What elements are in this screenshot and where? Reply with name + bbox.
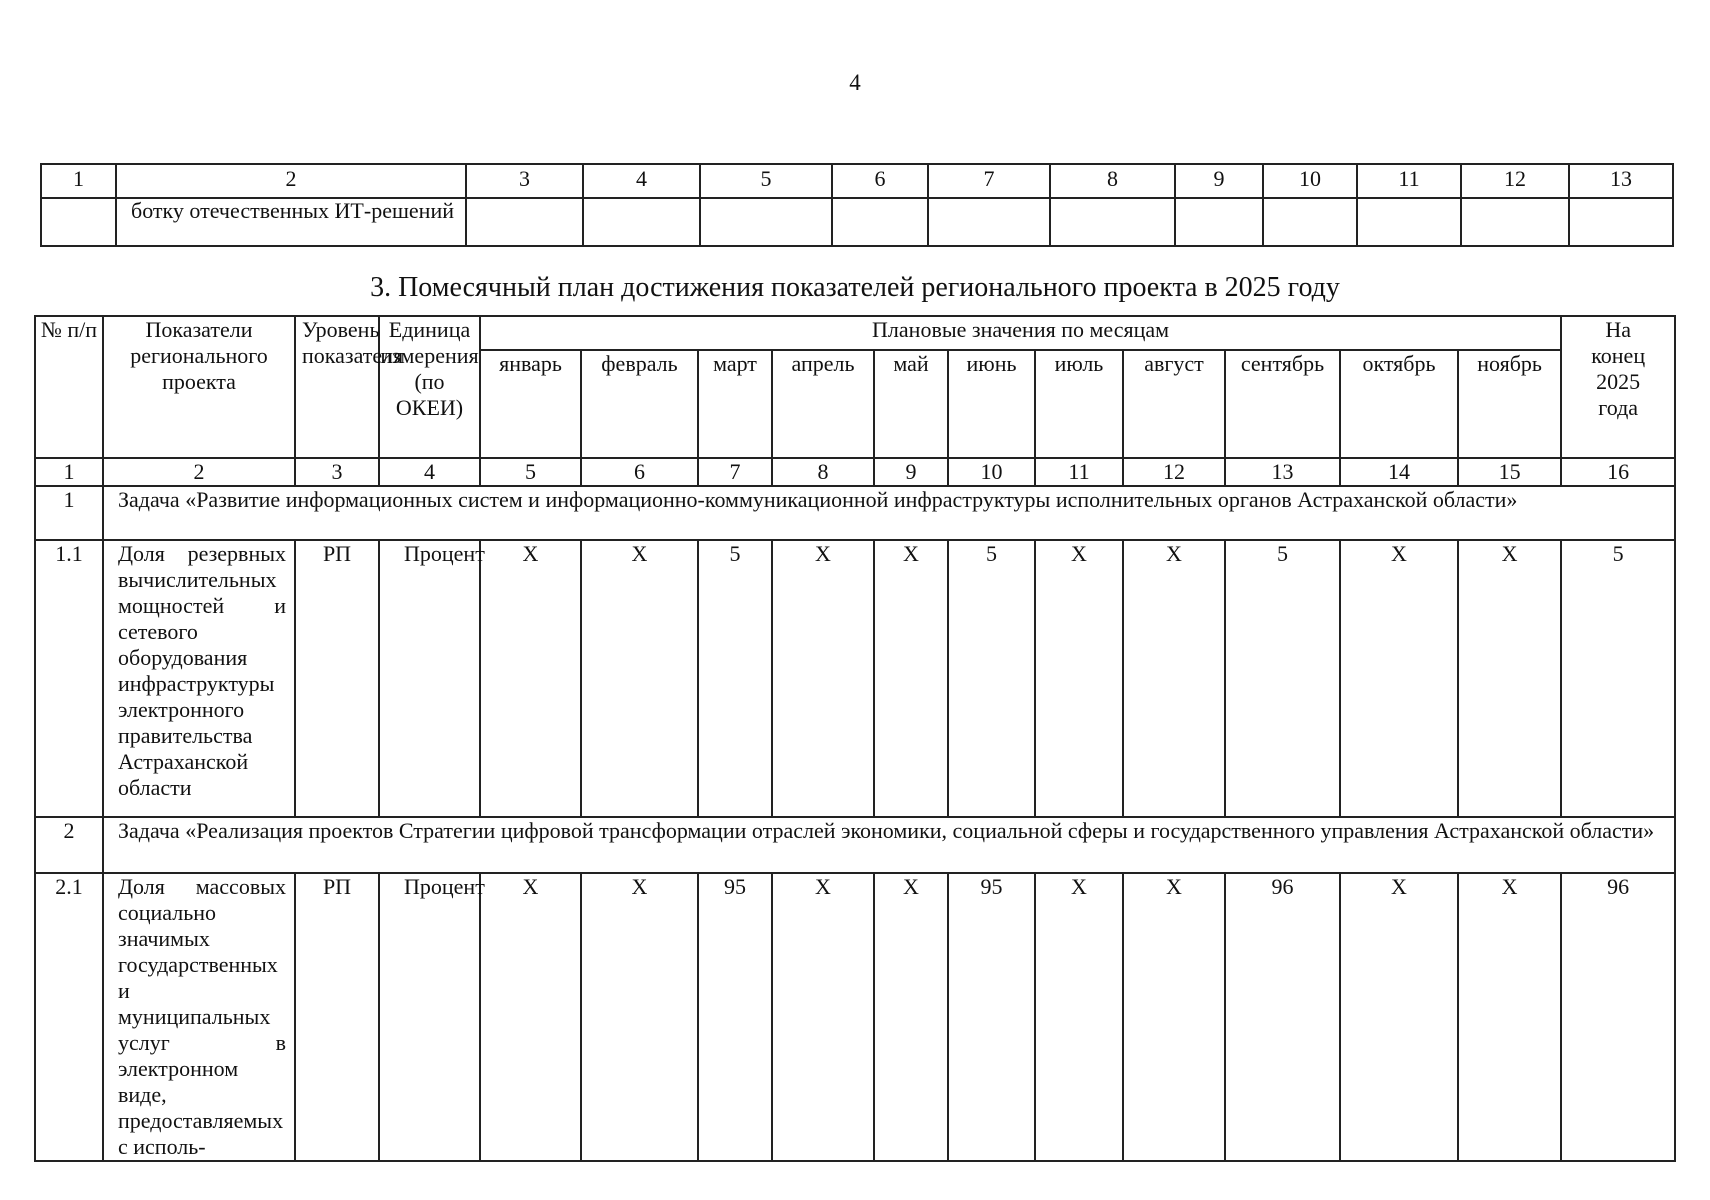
month-header: апрель (772, 350, 874, 458)
col-number: 4 (379, 458, 480, 486)
indicator-num: 1.1 (35, 540, 103, 817)
col-number: 13 (1569, 164, 1673, 198)
empty-cell (1263, 198, 1357, 246)
month-value: Х (581, 873, 698, 1161)
month-header: февраль (581, 350, 698, 458)
month-value: 95 (698, 873, 772, 1161)
empty-cell (583, 198, 700, 246)
end-value: 96 (1561, 873, 1675, 1161)
col-number: 9 (874, 458, 948, 486)
header-indicator: Показатели регионального проекта (103, 316, 295, 458)
empty-cell (466, 198, 583, 246)
empty-cell (832, 198, 928, 246)
month-header: январь (480, 350, 581, 458)
col-number: 13 (1225, 458, 1340, 486)
task-num: 1 (35, 486, 103, 540)
month-header: март (698, 350, 772, 458)
month-value: 95 (948, 873, 1035, 1161)
col-number: 12 (1461, 164, 1569, 198)
col-number: 9 (1175, 164, 1263, 198)
column-number-row (35, 458, 1675, 486)
month-value: Х (772, 873, 874, 1161)
month-value: Х (874, 540, 948, 817)
indicator-level: РП (295, 873, 379, 1161)
continuation-header-row (41, 164, 1673, 198)
col-number: 12 (1123, 458, 1225, 486)
month-header: октябрь (1340, 350, 1458, 458)
month-value: Х (480, 873, 581, 1161)
col-number: 5 (480, 458, 581, 486)
empty-cell (1569, 198, 1673, 246)
header-num: № п/п (35, 316, 103, 458)
month-value: 96 (1225, 873, 1340, 1161)
month-value: Х (874, 873, 948, 1161)
header-level: Уровень показателя (295, 316, 379, 458)
indicator-row (35, 540, 1675, 817)
month-header: май (874, 350, 948, 458)
empty-cell (41, 198, 116, 246)
empty-cell (1357, 198, 1461, 246)
col-number: 3 (295, 458, 379, 486)
page-number: 4 (849, 70, 861, 95)
month-header: июнь (948, 350, 1035, 458)
col-number: 10 (948, 458, 1035, 486)
indicator-name: Доля резервных вычислительных мощностей и сетевого оборудования инфраструктуры электронного правительства Астраханской области (103, 540, 295, 817)
empty-cell (1050, 198, 1175, 246)
month-value: Х (1123, 540, 1225, 817)
empty-cell (928, 198, 1050, 246)
continuation-table (40, 163, 1674, 247)
month-value: Х (1340, 540, 1458, 817)
task-row (35, 486, 1675, 540)
month-value: Х (1458, 540, 1561, 817)
month-header: сентябрь (1225, 350, 1340, 458)
month-header: июль (1035, 350, 1123, 458)
col-number: 1 (35, 458, 103, 486)
month-value: Х (480, 540, 581, 817)
task-num: 2 (35, 817, 103, 873)
col-number: 15 (1458, 458, 1561, 486)
col-number: 4 (583, 164, 700, 198)
month-value: Х (581, 540, 698, 817)
continuation-text: ботку отечественных ИТ-решений (116, 198, 466, 246)
col-number: 6 (581, 458, 698, 486)
month-value: 5 (698, 540, 772, 817)
month-value: Х (1035, 540, 1123, 817)
col-number: 8 (772, 458, 874, 486)
indicator-unit: Процент (379, 540, 480, 817)
header-unit: Единица измерения (по ОКЕИ) (379, 316, 480, 458)
monthly-plan-table (34, 315, 1676, 1162)
month-header: ноябрь (1458, 350, 1561, 458)
month-value: Х (1458, 873, 1561, 1161)
col-number: 5 (700, 164, 832, 198)
indicator-unit: Процент (379, 873, 480, 1161)
col-number: 2 (103, 458, 295, 486)
empty-cell (700, 198, 832, 246)
month-value: Х (1340, 873, 1458, 1161)
header-row-1 (35, 316, 1675, 350)
col-number: 2 (116, 164, 466, 198)
continuation-row (41, 198, 1673, 246)
section-title: 3. Помесячный план достижения показателей регионального проекта в 2025 году (370, 272, 1340, 303)
indicator-num: 2.1 (35, 873, 103, 1161)
end-value: 5 (1561, 540, 1675, 817)
month-value: 5 (948, 540, 1035, 817)
header-plan: Плановые значения по месяцам (480, 316, 1561, 350)
month-value: Х (1123, 873, 1225, 1161)
indicator-level: РП (295, 540, 379, 817)
col-number: 11 (1035, 458, 1123, 486)
header-end: На конец 2025 года (1561, 316, 1675, 458)
indicator-row (35, 873, 1675, 1161)
empty-cell (1461, 198, 1569, 246)
month-value: Х (1035, 873, 1123, 1161)
month-value: Х (772, 540, 874, 817)
col-number: 7 (698, 458, 772, 486)
indicator-name: Доля массовых социально значимых государственных и муниципальных услуг в электронном виде, предоставляемых с исполь- (103, 873, 295, 1161)
col-number: 6 (832, 164, 928, 198)
task-text: Задача «Реализация проектов Стратегии цифровой трансформации отраслей экономики, социальной сферы и государственного управления Астраханской области» (103, 817, 1675, 873)
col-number: 16 (1561, 458, 1675, 486)
month-value: 5 (1225, 540, 1340, 817)
col-number: 11 (1357, 164, 1461, 198)
task-text: Задача «Развитие информационных систем и информационно-коммуникационной инфраструктуры исполнительных органов Астраханской области» (103, 486, 1675, 540)
col-number: 1 (41, 164, 116, 198)
col-number: 3 (466, 164, 583, 198)
col-number: 8 (1050, 164, 1175, 198)
col-number: 14 (1340, 458, 1458, 486)
empty-cell (1175, 198, 1263, 246)
col-number: 7 (928, 164, 1050, 198)
month-header: август (1123, 350, 1225, 458)
task-row (35, 817, 1675, 873)
col-number: 10 (1263, 164, 1357, 198)
